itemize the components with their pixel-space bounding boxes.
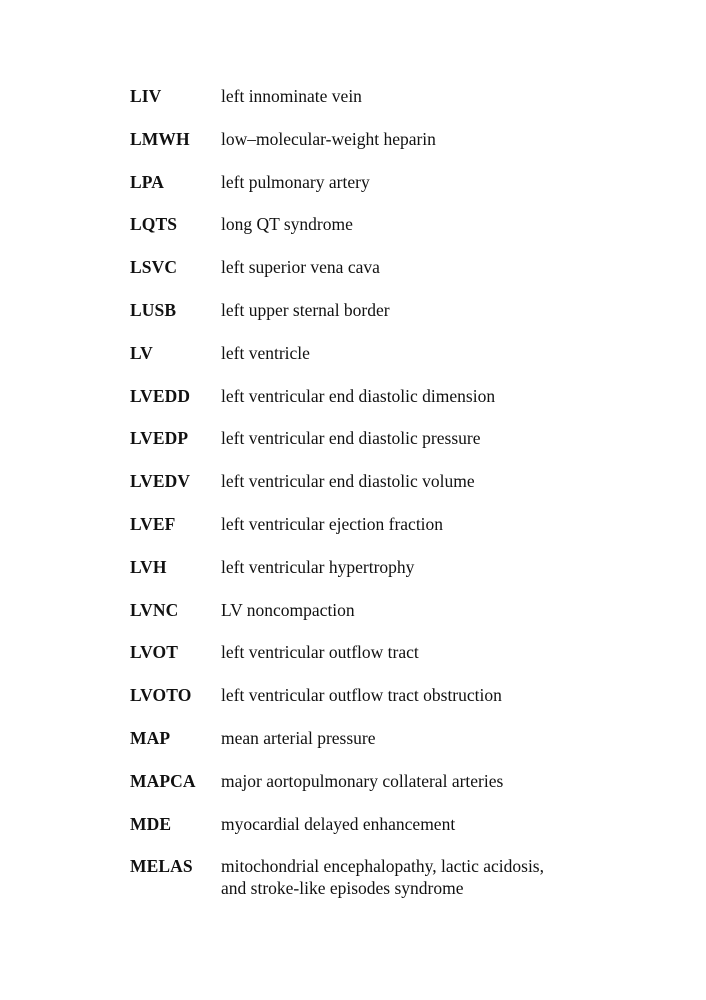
abbreviation-term: LVEF <box>130 513 176 534</box>
abbreviation-definition: left ventricle <box>221 342 310 363</box>
abbreviation-term: MELAS <box>130 856 193 877</box>
abbreviation-term: LVEDP <box>130 428 189 449</box>
abbreviation-definition: low–molecular-weight heparin <box>221 128 436 149</box>
abbreviation-definition: mean arterial pressure <box>221 727 376 748</box>
abbreviation-definition: left ventricular end diastolic dimension <box>221 385 496 406</box>
abbreviation-term: LVEDV <box>130 471 191 492</box>
abbreviation-definition: myocardial delayed enhancement <box>221 813 456 834</box>
abbreviation-term: MAP <box>130 727 171 748</box>
list-item <box>130 813 650 856</box>
list-item <box>130 342 650 385</box>
list-item <box>130 128 650 171</box>
list-item <box>130 513 650 556</box>
list-item <box>130 641 650 684</box>
list-item <box>130 556 650 599</box>
abbreviation-definition: left ventricular ejection fraction <box>221 513 444 534</box>
abbreviation-definition: left pulmonary artery <box>221 171 370 192</box>
list-item <box>130 427 650 470</box>
list-item <box>130 171 650 214</box>
abbreviation-term: LSVC <box>130 257 178 278</box>
abbreviation-definition: left ventricular end diastolic pressure <box>221 428 481 449</box>
abbreviation-term: LVEDD <box>130 385 191 406</box>
abbreviation-definition: long QT syndrome <box>221 214 353 235</box>
abbreviation-definition: LV noncompaction <box>221 599 355 620</box>
abbreviation-term: LPA <box>130 171 165 192</box>
abbreviation-term: LVOTO <box>130 685 192 706</box>
abbreviation-term: MAPCA <box>130 770 196 791</box>
abbreviation-term: LIV <box>130 86 162 106</box>
list-item <box>130 299 650 342</box>
list-item <box>130 256 650 299</box>
list-item <box>130 855 650 899</box>
list-item <box>130 385 650 428</box>
abbreviation-definition: left ventricular hypertrophy <box>221 556 415 577</box>
abbreviation-term: LMWH <box>130 128 190 149</box>
definition-line: and stroke-like episodes syndrome <box>221 878 464 899</box>
abbreviation-term: LV <box>130 342 153 363</box>
abbreviation-term: LUSB <box>130 299 177 320</box>
abbreviation-definition: left ventricular outflow tract obstruction <box>221 685 502 706</box>
abbreviation-term: LQTS <box>130 214 178 235</box>
list-item <box>130 470 650 513</box>
abbreviation-definition: left ventricular end diastolic volume <box>221 471 475 492</box>
list-item <box>130 684 650 727</box>
list-item <box>130 85 650 128</box>
abbreviation-definition: left innominate vein <box>221 86 362 106</box>
list-item <box>130 770 650 813</box>
list-item <box>130 213 650 256</box>
abbreviation-definition <box>221 855 650 899</box>
abbreviation-definition: left upper sternal border <box>221 299 390 320</box>
abbreviation-definition: left superior vena cava <box>221 257 380 278</box>
abbreviation-definition: left ventricular outflow tract <box>221 642 419 663</box>
abbreviation-term: LVH <box>130 556 167 577</box>
list-item <box>130 727 650 770</box>
list-item <box>130 599 650 642</box>
abbreviation-list <box>130 85 650 899</box>
abbreviation-term: LVNC <box>130 599 179 620</box>
abbreviation-term: MDE <box>130 813 172 834</box>
abbreviation-term: LVOT <box>130 642 179 663</box>
definition-line: mitochondrial encephalopathy, lactic acidosis, <box>221 856 544 877</box>
abbreviation-definition: major aortopulmonary collateral arteries <box>221 770 504 791</box>
